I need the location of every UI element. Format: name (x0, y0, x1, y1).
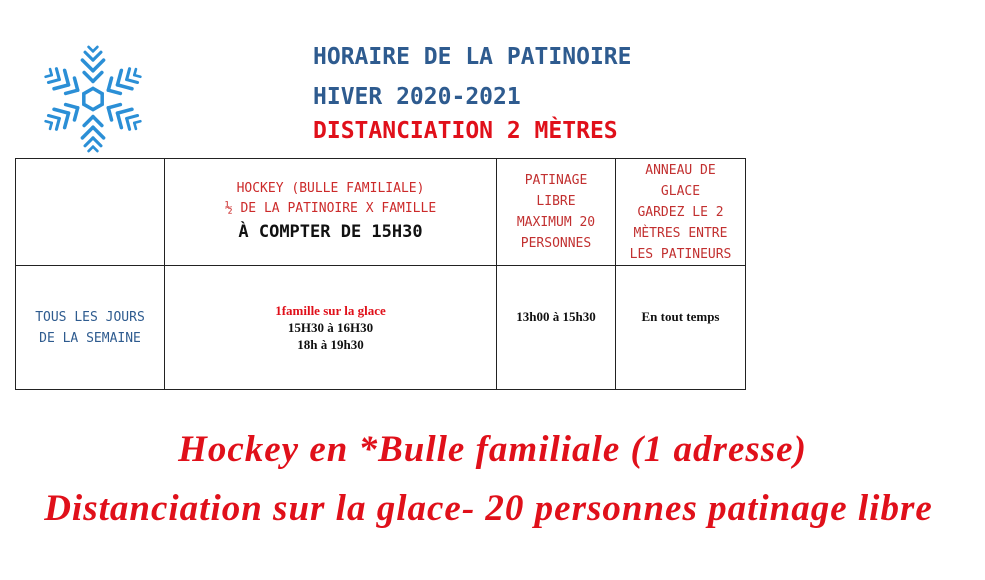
hockey-schedule-cell (165, 266, 497, 390)
ring-schedule-cell (616, 266, 746, 390)
ring-header-line: GLACE (660, 183, 701, 199)
snowflake-icon (40, 40, 146, 158)
skating-header-line: PERSONNES (520, 236, 592, 251)
ring-header-line: ANNEAU DE (645, 162, 716, 178)
ring-header-cell (616, 159, 746, 266)
row-label-line: DE LA SEMAINE (39, 330, 141, 346)
footer-note-distancing: Distanciation sur la glace- 20 personnes patinage libre (44, 488, 933, 529)
season-subtitle: HIVER 2020-2021 (313, 84, 521, 110)
page-title: HORAIRE DE LA PATINOIRE (313, 44, 632, 70)
skating-header-line: PATINAGE (524, 173, 588, 188)
row-label-cell (16, 266, 165, 390)
footer-note-bubble: Hockey en *Bulle familiale (1 adresse) (178, 429, 807, 470)
table-row (16, 266, 746, 390)
hockey-time-slot: 18h à 19h30 (297, 337, 364, 352)
ring-header-line: LES PATINEURS (629, 246, 732, 262)
distancing-subtitle: DISTANCIATION 2 MÈTRES (313, 118, 618, 144)
ring-header-line: GARDEZ LE 2 (637, 204, 724, 220)
ring-header-line: MÈTRES ENTRE (633, 225, 728, 241)
hockey-header-subtitle: ½ DE LA PATINOIRE X FAMILLE (224, 201, 437, 216)
hockey-header-start-time: À COMPTER DE 15H30 (238, 222, 423, 242)
hockey-capacity-text: 1famille sur la glace (275, 303, 386, 318)
schedule-table (15, 158, 746, 390)
skating-time-slot: 13h00 à 15h30 (516, 308, 596, 324)
hockey-time-slot: 15H30 à 16H30 (287, 320, 374, 335)
row-label-line: TOUS LES JOURS (35, 309, 145, 325)
hockey-header-cell (165, 159, 497, 266)
skating-header-line: LIBRE (536, 194, 576, 209)
hockey-header-title: HOCKEY (BULLE FAMILIALE) (236, 181, 425, 196)
skating-header-cell (497, 159, 616, 266)
table-header-row (16, 159, 746, 266)
skating-schedule-cell (497, 266, 616, 390)
ring-availability-text: En tout temps (641, 308, 720, 324)
skating-header-line: MAXIMUM 20 (516, 215, 596, 230)
empty-corner-cell (16, 159, 165, 266)
